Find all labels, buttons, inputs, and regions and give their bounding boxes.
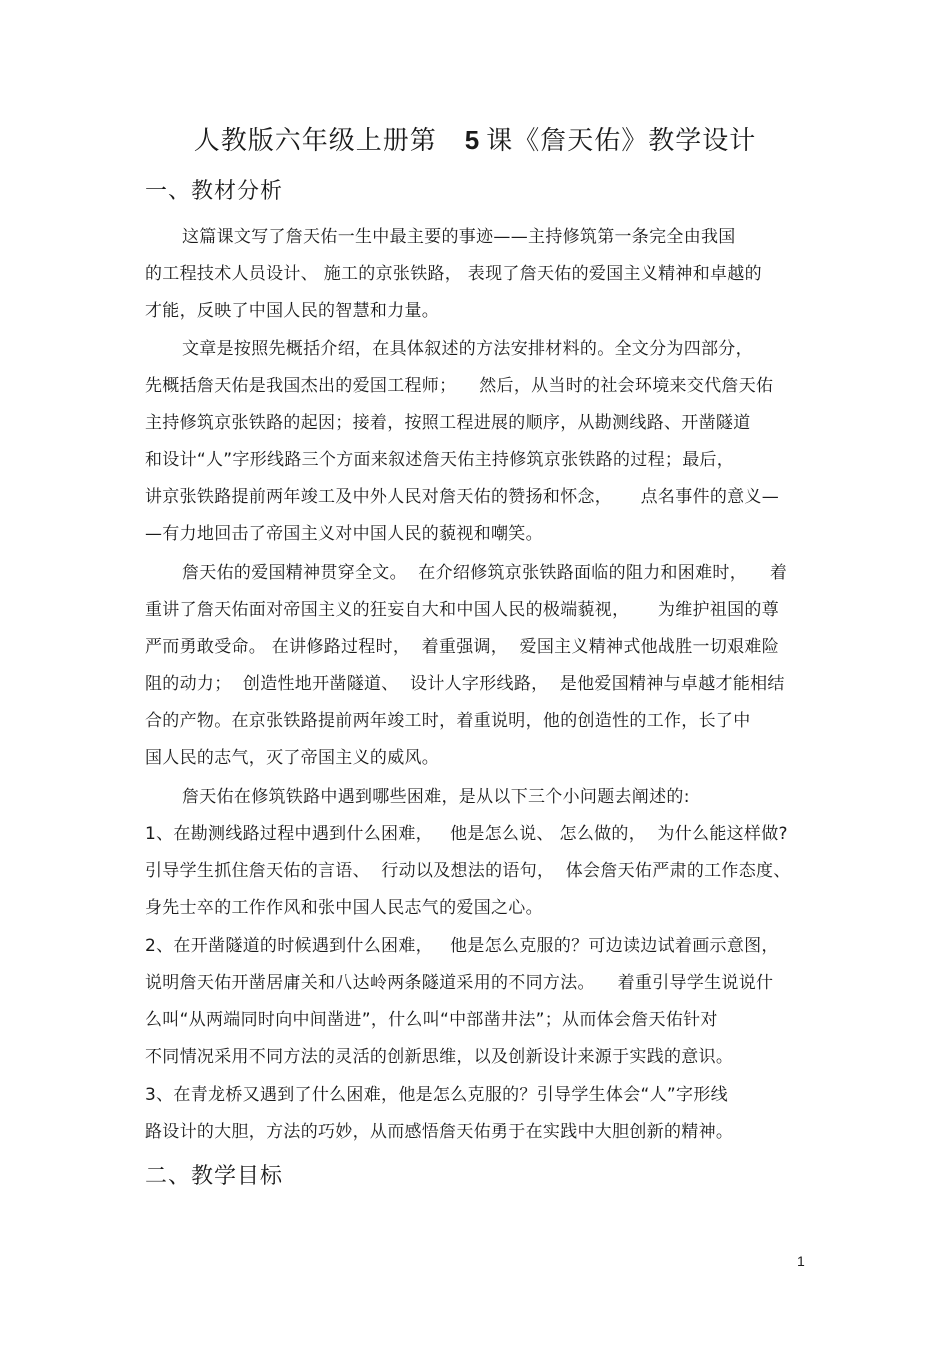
paragraph-line: 阻的动力； 创造性地开凿隧道、 设计人字形线路， 是他爱国精神与卓越才能相结: [145, 674, 785, 694]
paragraph-line: 詹天佑的爱国精神贯穿全文。 在介绍修筑京张铁路面临的阻力和困难时， 着: [182, 563, 788, 583]
list-item-line: 1、在勘测线路过程中遇到什么困难， 他是怎么说、 怎么做的， 为什么能这样做?: [145, 824, 788, 844]
paragraph-line: 这篇课文写了詹天佑一生中最主要的事迹——主持修筑第一条完全由我国: [182, 227, 736, 247]
paragraph-line: 才能，反映了中国人民的智慧和力量。: [145, 301, 440, 321]
paragraph-line: 么叫“从两端同时向中间凿进”，什么叫“中部凿井法”；从而体会詹天佑针对: [145, 1010, 718, 1030]
paragraph-line: 不同情况采用不同方法的灵活的创新思维，以及创新设计来源于实践的意识。: [145, 1047, 734, 1067]
title-suffix: 课《詹天佑》教学设计: [486, 126, 757, 156]
title-lesson-number: 5: [464, 125, 481, 155]
paragraph-line: 严而勇敢受命。 在讲修路过程时， 着重强调， 爱国主义精神式他战胜一切艰难险: [145, 637, 780, 657]
paragraph-line: 路设计的大胆，方法的巧妙，从而感悟詹天佑勇于在实践中大胆创新的精神。: [145, 1122, 734, 1142]
page-number: 1: [797, 1253, 805, 1269]
paragraph-line: 重讲了詹天佑面对帝国主义的狂妄自大和中国人民的极端藐视， 为维护祖国的尊: [145, 600, 780, 620]
paragraph-line: 讲京张铁路提前两年竣工及中外人民对詹天佑的赞扬和怀念， 点名事件的意义—: [145, 487, 780, 507]
paragraph-line: 合的产物。在京张铁路提前两年竣工时，着重说明，他的创造性的工作，长了中: [145, 711, 751, 731]
paragraph-line: 先概括詹天佑是我国杰出的爱国工程师； 然后，从当时的社会环境来交代詹天佑: [145, 376, 774, 396]
document-title: [0, 120, 950, 161]
paragraph-line: 主持修筑京张铁路的起因；接着，按照工程进展的顺序，从勘测线路、开凿隧道: [145, 413, 751, 433]
paragraph-line: —有力地回击了帝国主义对中国人民的藐视和嘲笑。: [145, 524, 543, 544]
paragraph-line: 的工程技术人员设计、 施工的京张铁路， 表现了詹天佑的爱国主义精神和卓越的: [145, 264, 762, 284]
paragraph-line: 国人民的志气，灭了帝国主义的威风。: [145, 748, 440, 768]
paragraph-line: 说明詹天佑开凿居庸关和八达岭两条隧道采用的不同方法。 着重引导学生说说什: [145, 973, 774, 993]
paragraph-line: 詹天佑在修筑铁路中遇到哪些困难，是从以下三个小问题去阐述的:: [182, 787, 690, 807]
paragraph-line: 引导学生抓住詹天佑的言语、 行动以及想法的语句， 体会詹天佑严肃的工作态度、: [145, 861, 791, 881]
title-prefix: 人教版六年级上册第: [193, 126, 437, 156]
section-heading-textbook-analysis: 一、教材分析: [145, 179, 284, 204]
section-heading-teaching-goals: 二、教学目标: [145, 1164, 284, 1189]
list-item-line: 2、在开凿隧道的时候遇到什么困难， 他是怎么克服的？可边读边试着画示意图，: [145, 936, 779, 956]
list-item-line: 3、在青龙桥又遇到了什么困难，他是怎么克服的？引导学生体会“人”字形线: [145, 1085, 728, 1105]
paragraph-line: 和设计“人”字形线路三个方面来叙述詹天佑主持修筑京张铁路的过程；最后，: [145, 450, 735, 470]
paragraph-line: 身先士卒的工作作风和张中国人民志气的爱国之心。: [145, 898, 543, 918]
paragraph-line: 文章是按照先概括介绍，在具体叙述的方法安排材料的。全文分为四部分，: [182, 339, 753, 359]
